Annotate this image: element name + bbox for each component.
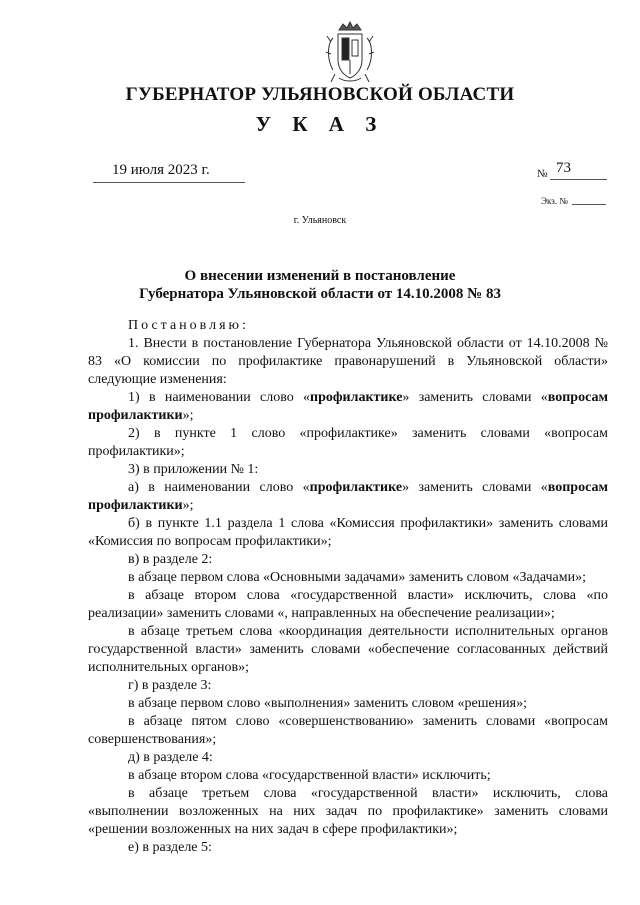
paragraph-10: в абзаце третьем слова «координация деятельности исполнительных органов государственной власти» заменить словами «обеспечение согласованных действий исполнительных органов»; xyxy=(88,624,608,675)
paragraph-4: 3) в приложении № 1: xyxy=(128,462,259,477)
subject-line-1: О внесении изменений в постановление xyxy=(184,268,456,284)
copy-number-label: Экз. № xyxy=(541,196,568,206)
paragraph-14: д) в разделе 4: xyxy=(128,750,213,765)
paragraph-6: б) в пункте 1.1 раздела 1 слова «Комиссия профилактики» заменить словами «Комиссия по вопросам профилактики»; xyxy=(88,516,608,549)
document-number: 73 xyxy=(556,160,571,176)
paragraph-5: а) в наименовании слово «профилактике» заменить словами «вопросам профилактики»; xyxy=(88,480,608,513)
paragraph-15: в абзаце втором слова «государственной власти» исключить; xyxy=(128,768,491,783)
paragraph-8: в абзаце первом слова «Основными задачами» заменить словом «Задачами»; xyxy=(128,570,586,585)
paragraph-9: в абзаце втором слова «государственной власти» исключить, слова «по реализации» заменить словами «, направленных на обеспечение реализации»; xyxy=(88,588,608,621)
subject-line-2: Губернатора Ульяновской области от 14.10.2008 № 83 xyxy=(139,286,501,302)
document-body xyxy=(88,317,608,857)
city-name: г. Ульяновск xyxy=(293,215,347,226)
paragraph-lead: Постановляю: xyxy=(128,318,249,333)
paragraph-3: 2) в пункте 1 слово «профилактике» заменить словами «вопросам профилактики»; xyxy=(88,426,608,459)
paragraph-1: 1. Внести в постановление Губернатора Ульяновской области от 14.10.2008 № 83 «О комиссии по профилактике правонарушений в Ульяновской области» следующие изменения: xyxy=(88,336,608,387)
paragraph-17: е) в разделе 5: xyxy=(128,840,212,855)
document-subject xyxy=(0,267,640,303)
document-type: У К А З xyxy=(255,112,385,136)
issuer-title: ГУБЕРНАТОР УЛЬЯНОВСКОЙ ОБЛАСТИ xyxy=(125,84,515,105)
paragraph-16: в абзаце третьем слова «государственной власти» исключить, слова «выполнении возложенных на них задач по профилактике» заменить словами «решении возложенных на них задач в сфере профилактики»; xyxy=(88,786,608,837)
date-underline xyxy=(93,182,245,183)
document-date: 19 июля 2023 г. xyxy=(112,162,210,178)
copy-number-underline xyxy=(572,204,606,205)
number-sign: № xyxy=(537,168,548,180)
paragraph-7: в) в разделе 2: xyxy=(128,552,213,567)
number-underline xyxy=(550,179,607,180)
paragraph-11: г) в разделе 3: xyxy=(128,678,212,693)
paragraph-2: 1) в наименовании слово «профилактике» заменить словами «вопросам профилактики»; xyxy=(88,390,608,423)
paragraph-12: в абзаце первом слово «выполнения» заменить словом «решения»; xyxy=(128,696,527,711)
paragraph-13: в абзаце пятом слово «совершенствованию» заменить словами «вопросам совершенствования»; xyxy=(88,714,608,747)
coat-of-arms-emblem xyxy=(325,20,375,86)
